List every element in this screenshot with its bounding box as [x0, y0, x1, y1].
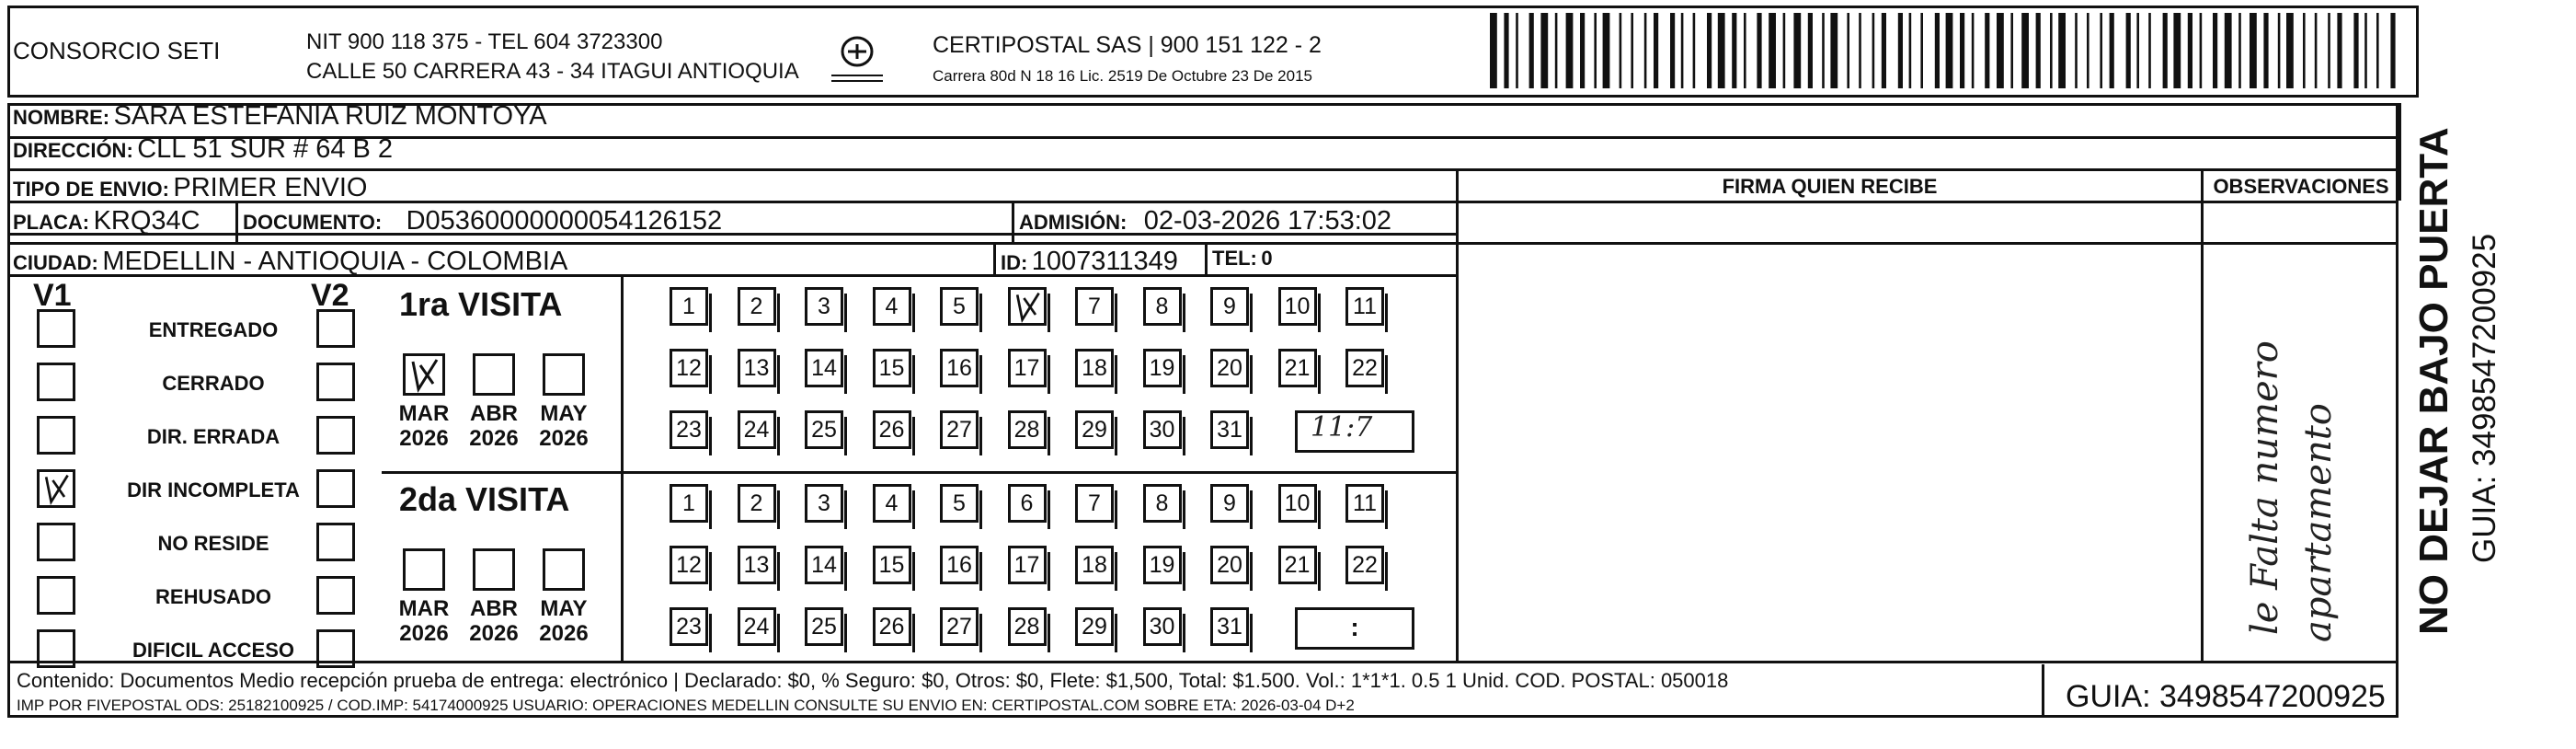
- status-v1-checkbox[interactable]: [37, 523, 75, 561]
- day-checkbox[interactable]: 10: [1278, 287, 1317, 326]
- observaciones-handwritten-2: apartamento: [2297, 403, 2340, 642]
- certipostal-line: CERTIPOSTAL SAS | 900 151 122 - 2: [933, 32, 1322, 58]
- day-checkbox[interactable]: 25: [805, 607, 843, 646]
- month-year: 2026: [399, 621, 449, 646]
- day-checkbox[interactable]: 4: [873, 287, 911, 326]
- day-checkbox[interactable]: 19: [1143, 546, 1182, 584]
- month-name: MAR: [398, 596, 450, 621]
- day-checkbox[interactable]: 23: [670, 410, 708, 449]
- status-v2-checkbox[interactable]: [316, 416, 355, 455]
- visit2-title: 2da VISITA: [399, 480, 570, 518]
- divider: [2201, 168, 2204, 661]
- day-checkbox[interactable]: 28: [1008, 607, 1047, 646]
- admision-row: [1019, 206, 1391, 236]
- divider: [1456, 168, 1459, 661]
- tipo-value: PRIMER ENVIO: [173, 173, 368, 202]
- tipo-row: [13, 173, 367, 203]
- placa-value: KRQ34C: [93, 206, 200, 236]
- divider: [235, 201, 238, 242]
- status-option-label: DIFICIL ACCESO: [132, 639, 294, 662]
- day-checkbox[interactable]: 23: [670, 607, 708, 646]
- day-checkbox[interactable]: 3: [805, 484, 843, 523]
- status-v2-checkbox[interactable]: [316, 469, 355, 508]
- status-v2-checkbox[interactable]: [316, 576, 355, 615]
- day-checkbox[interactable]: 10: [1278, 484, 1317, 523]
- day-checkbox[interactable]: 5: [940, 484, 979, 523]
- certipostal-logo-icon: [824, 33, 890, 85]
- month-label: [532, 401, 596, 451]
- day-checkbox[interactable]: 14: [805, 546, 843, 584]
- month-label: [462, 401, 526, 451]
- day-checkbox[interactable]: 28: [1008, 410, 1047, 449]
- day-checkbox[interactable]: 9: [1210, 484, 1249, 523]
- day-checkbox[interactable]: 15: [873, 349, 911, 387]
- day-checkbox[interactable]: 15: [873, 546, 911, 584]
- day-checkbox[interactable]: 29: [1075, 607, 1114, 646]
- day-checkbox[interactable]: 8: [1143, 287, 1182, 326]
- day-checkbox[interactable]: 11: [1345, 484, 1384, 523]
- day-checkbox[interactable]: 31: [1210, 607, 1249, 646]
- month-label: [392, 596, 456, 646]
- month-year: 2026: [539, 621, 589, 646]
- day-checkbox[interactable]: 26: [873, 410, 911, 449]
- month-checkbox[interactable]: [543, 548, 585, 591]
- month-label: [532, 596, 596, 646]
- status-v1-checkbox[interactable]: [37, 309, 75, 348]
- day-checkbox[interactable]: 18: [1075, 349, 1114, 387]
- visit2-time-box[interactable]: :: [1295, 607, 1414, 650]
- day-checkbox[interactable]: 20: [1210, 349, 1249, 387]
- status-v2-checkbox[interactable]: [316, 309, 355, 348]
- month-label: [392, 401, 456, 451]
- admision-label: ADMISIÓN:: [1019, 211, 1128, 234]
- direccion-label: DIRECCIÓN:: [13, 139, 133, 162]
- day-checkbox[interactable]: 1: [670, 484, 708, 523]
- divider: [1012, 201, 1014, 242]
- tel-label: TEL:: [1212, 247, 1257, 270]
- month-checkbox[interactable]: [473, 548, 515, 591]
- month-checkbox[interactable]: [403, 548, 445, 591]
- visit1-time-handwritten: 11:7: [1311, 411, 1373, 444]
- day-checkbox[interactable]: 2: [738, 287, 776, 326]
- day-checkbox[interactable]: 17: [1008, 546, 1047, 584]
- day-checkbox[interactable]: 30: [1143, 607, 1182, 646]
- nombre-label: NOMBRE:: [13, 106, 110, 129]
- day-checkbox[interactable]: 7: [1075, 484, 1114, 523]
- status-v2-checkbox[interactable]: [316, 523, 355, 561]
- month-year: 2026: [539, 426, 589, 451]
- day-checkbox[interactable]: 31: [1210, 410, 1249, 449]
- day-checkbox[interactable]: 21: [1278, 349, 1317, 387]
- documento-row: [243, 206, 722, 236]
- firma-header: FIRMA QUIEN RECIBE: [1722, 175, 1938, 198]
- day-checkbox[interactable]: 21: [1278, 546, 1317, 584]
- day-checkbox[interactable]: 25: [805, 410, 843, 449]
- day-checkbox[interactable]: 19: [1143, 349, 1182, 387]
- day-checkbox[interactable]: 16: [940, 349, 979, 387]
- observaciones-handwritten-1: le Falta numero: [2244, 340, 2286, 635]
- day-checkbox[interactable]: 20: [1210, 546, 1249, 584]
- certipostal-license: Carrera 80d N 18 16 Lic. 2519 De Octubre 23 De 2015: [933, 67, 1312, 85]
- certipostal-info: [933, 29, 1322, 92]
- footer-guia: GUIA: 3498547200925: [2066, 679, 2386, 714]
- status-v2-checkbox[interactable]: [316, 363, 355, 401]
- day-checkbox[interactable]: 29: [1075, 410, 1114, 449]
- divider: [993, 242, 996, 274]
- divider: [7, 168, 2399, 171]
- documento-label: DOCUMENTO:: [243, 211, 383, 234]
- divider: [7, 661, 2399, 663]
- status-option-label: DIR INCOMPLETA: [127, 478, 300, 501]
- check-mark-icon: [1011, 290, 1044, 323]
- divider: [2399, 103, 2401, 201]
- observaciones-header: OBSERVACIONES: [2213, 175, 2389, 198]
- month-name: ABR: [470, 596, 518, 621]
- address-line: CALLE 50 CARRERA 43 - 34 ITAGUI ANTIOQUIA: [306, 59, 799, 84]
- status-option-label: NO RESIDE: [157, 532, 269, 555]
- tel-value: 0: [1261, 247, 1273, 270]
- direccion-value: CLL 51 SUR # 64 B 2: [137, 134, 394, 164]
- v1-label: V1: [33, 278, 72, 313]
- day-checkbox[interactable]: 27: [940, 607, 979, 646]
- status-option-label: ENTREGADO: [148, 318, 279, 341]
- ciudad-label: CIUDAD:: [13, 251, 98, 274]
- day-checkbox[interactable]: 12: [670, 349, 708, 387]
- month-year: 2026: [399, 426, 449, 451]
- nombre-row: [13, 101, 547, 132]
- day-checkbox[interactable]: 9: [1210, 287, 1249, 326]
- documento-value: D05360000000054126152: [406, 206, 723, 236]
- month-year: 2026: [469, 621, 519, 646]
- nit-line: NIT 900 118 375 - TEL 604 3723300: [306, 29, 663, 54]
- placa-label: PLACA:: [13, 211, 90, 234]
- status-option-label: DIR. ERRADA: [146, 425, 280, 448]
- divider: [621, 274, 624, 661]
- barcode: [1490, 13, 2399, 88]
- divider: [1205, 242, 1208, 274]
- company-contact: [306, 28, 799, 86]
- status-v1-checkbox[interactable]: [37, 576, 75, 615]
- check-mark-icon: [406, 356, 442, 393]
- placa-row: [13, 206, 200, 236]
- v2-label: V2: [311, 278, 349, 313]
- visit1-title: 1ra VISITA: [399, 285, 563, 323]
- id-label: ID:: [1001, 251, 1028, 274]
- day-checkbox[interactable]: 27: [940, 410, 979, 449]
- ciudad-value: MEDELLIN - ANTIOQUIA - COLOMBIA: [102, 247, 568, 276]
- divider: [7, 242, 2399, 245]
- day-checkbox[interactable]: [1008, 287, 1047, 326]
- direccion-row: [13, 134, 393, 165]
- status-v1-checkbox[interactable]: [37, 416, 75, 455]
- day-checkbox[interactable]: 7: [1075, 287, 1114, 326]
- month-name: ABR: [470, 401, 518, 426]
- admision-value: 02-03-2026 17:53:02: [1143, 206, 1392, 236]
- check-mark-icon: [40, 472, 73, 505]
- side-guia: GUIA: 3498547200925: [2467, 233, 2502, 563]
- status-v1-checkbox[interactable]: [37, 363, 75, 401]
- day-checkbox[interactable]: 22: [1345, 546, 1384, 584]
- tipo-label: TIPO DE ENVIO:: [13, 178, 169, 201]
- month-checkbox[interactable]: [473, 353, 515, 396]
- day-checkbox[interactable]: 22: [1345, 349, 1384, 387]
- day-checkbox[interactable]: 17: [1008, 349, 1047, 387]
- month-name: MAY: [540, 401, 588, 426]
- status-v1-checkbox[interactable]: [37, 469, 75, 508]
- day-checkbox[interactable]: 26: [873, 607, 911, 646]
- day-checkbox[interactable]: 11: [1345, 287, 1384, 326]
- day-checkbox[interactable]: 24: [738, 607, 776, 646]
- month-name: MAR: [398, 401, 450, 426]
- day-checkbox[interactable]: 5: [940, 287, 979, 326]
- day-checkbox[interactable]: 12: [670, 546, 708, 584]
- day-checkbox[interactable]: 14: [805, 349, 843, 387]
- day-checkbox[interactable]: 16: [940, 546, 979, 584]
- day-checkbox[interactable]: 13: [738, 349, 776, 387]
- footer-contents: Contenido: Documentos Medio recepción prueba de entrega: electrónico | Declarado: $0, % Seguro: $0, Otros: $0, Flete: $1,500, Total: $1.500. Vol.: 1*1*1. 0.5 1 Unid. COD. POSTAL: 050018: [17, 669, 1729, 692]
- visit1-time-box[interactable]: [1295, 410, 1414, 453]
- month-label: [462, 596, 526, 646]
- id-row: [1001, 247, 1178, 277]
- nombre-value: SARA ESTEFANIA RUIZ MONTOYA: [113, 101, 547, 131]
- divider: [382, 471, 1456, 474]
- month-name: MAY: [540, 596, 588, 621]
- day-checkbox[interactable]: 18: [1075, 546, 1114, 584]
- tel-row: [1212, 247, 1273, 271]
- company-name: CONSORCIO SETI: [13, 37, 221, 64]
- day-checkbox[interactable]: 2: [738, 484, 776, 523]
- status-option-label: CERRADO: [162, 372, 265, 395]
- ciudad-row: [13, 247, 567, 277]
- day-checkbox[interactable]: 3: [805, 287, 843, 326]
- status-v2-checkbox[interactable]: [316, 629, 355, 668]
- footer-print-info: IMP POR FIVEPOSTAL ODS: 25182100925 / COD.IMP: 54174000925 USUARIO: OPERACIONES MEDELLIN CONSULTE SU ENVIO EN: CERTIPOSTAL.COM SOBRE ETA: 2026-03-04 D+2: [17, 697, 1355, 714]
- day-checkbox[interactable]: 1: [670, 287, 708, 326]
- side-warning: NO DEJAR BAJO PUERTA: [2411, 127, 2456, 635]
- day-checkbox[interactable]: 30: [1143, 410, 1182, 449]
- month-checkbox[interactable]: [403, 353, 445, 396]
- status-v1-checkbox[interactable]: [37, 629, 75, 668]
- day-checkbox[interactable]: 8: [1143, 484, 1182, 523]
- day-checkbox[interactable]: 4: [873, 484, 911, 523]
- month-year: 2026: [469, 426, 519, 451]
- day-checkbox[interactable]: 6: [1008, 484, 1047, 523]
- month-checkbox[interactable]: [543, 353, 585, 396]
- status-option-label: REHUSADO: [155, 585, 271, 608]
- day-checkbox[interactable]: 24: [738, 410, 776, 449]
- id-value: 1007311349: [1031, 247, 1178, 276]
- day-checkbox[interactable]: 13: [738, 546, 776, 584]
